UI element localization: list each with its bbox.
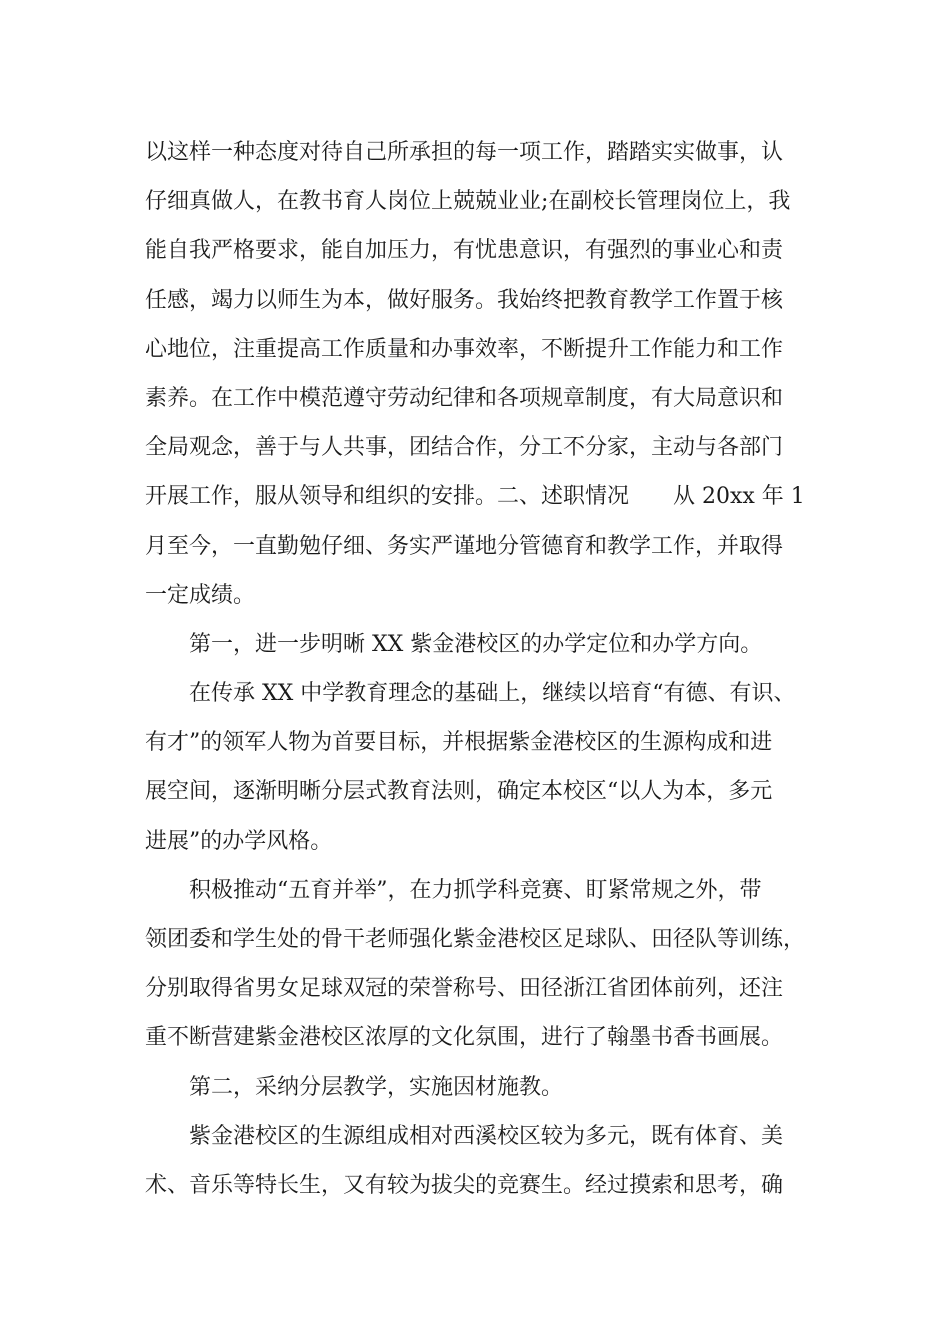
text-line: 重不断营建紫金港校区浓厚的文化氛围，进行了翰墨书香书画展。 <box>145 1025 784 1051</box>
text-line: 仔细真做人，在教书育人岗位上兢兢业业;在副校长管理岗位上，我 <box>145 189 791 215</box>
document-body <box>145 128 815 1210</box>
text-line: 领团委和学生处的骨干老师强化紫金港校区足球队、田径队等训练， <box>145 927 806 952</box>
text-line: 有才”的领军人物为首要目标，并根据紫金港校区的生源构成和进 <box>145 730 773 756</box>
text-line: 心地位，注重提高工作质量和办事效率，不断提升工作能力和工作 <box>145 336 784 362</box>
text-line: 素养。在工作中模范遵守劳动纪律和各项规章制度，有大局意识和 <box>145 385 784 411</box>
text-line: 积极推动“五育并举”，在力抓学科竞赛、盯紧常规之外，带 <box>189 877 762 903</box>
text-line: 以这样一种态度对待自己所承担的每一项工作，踏踏实实做事，认 <box>145 140 784 165</box>
text-line: 紫金港校区的生源组成相对西溪校区较为多元，既有体育、美 <box>189 1123 784 1149</box>
text-line: 一定成绩。 <box>145 582 256 608</box>
text-line: 月至今，一直勤勉仔细、务实严谨地分管德育和教学工作，并取得 <box>145 533 784 559</box>
section-heading: 第一，进一步明晰 XX 紫金港校区的办学定位和办学方向。 <box>189 631 763 657</box>
text-line: 分别取得省男女足球双冠的荣誉称号、田径浙江省团体前列，还注 <box>145 976 784 1002</box>
text-line: 全局观念，善于与人共事，团结合作，分工不分家，主动与各部门 <box>145 435 784 461</box>
text-line: 展空间，逐渐明晰分层式教育法则，确定本校区“以人为本，多元 <box>145 779 773 805</box>
text-line: 进展”的办学风格。 <box>145 828 333 854</box>
text-line: 术、音乐等特长生，又有较为拔尖的竞赛生。经过摸索和思考，确 <box>145 1172 784 1198</box>
text-line: 开展工作，服从领导和组织的安排。二、述职情况 从 20xx 年 1 <box>145 484 805 510</box>
section-heading: 第二，采纳分层教学，实施因材施教。 <box>189 1074 564 1100</box>
text-line: 能自我严格要求，能自加压力，有忧患意识，有强烈的事业心和责 <box>145 238 784 264</box>
text-line: 在传承 XX 中学教育理念的基础上，继续以培育“有德、有识、 <box>189 681 796 707</box>
text-line: 任感，竭力以师生为本，做好服务。我始终把教育教学工作置于核 <box>145 287 784 313</box>
